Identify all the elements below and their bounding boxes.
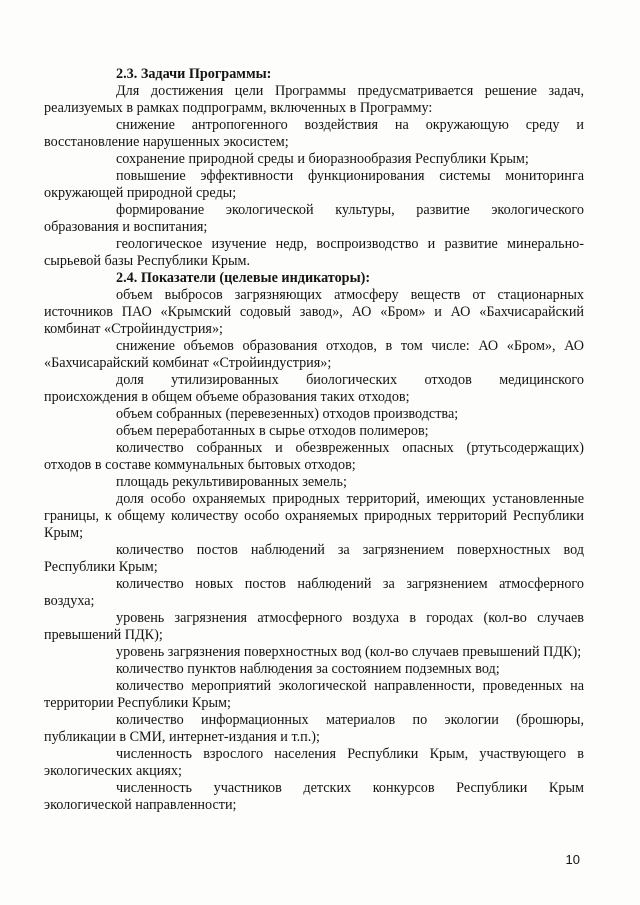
- tasks-intro: Для достижения цели Программы предусматривается решение задач, реализуемых в рамках подпрограмм, включенных в Программу:: [44, 83, 584, 116]
- indicator-item: количество собранных и обезвреженных опасных (ртутьсодержащих) отходов в составе коммунальных бытовых отходов;: [44, 440, 584, 473]
- indicator-item: уровень загрязнения поверхностных вод (кол-во случаев превышений ПДК);: [116, 644, 582, 660]
- task-item: повышение эффективности функционирования системы мониторинга окружающей природной среды;: [44, 168, 584, 201]
- indicator-item: объем переработанных в сырье отходов полимеров;: [116, 423, 429, 439]
- indicator-item: объем собранных (перевезенных) отходов производства;: [116, 406, 459, 422]
- indicator-item: количество постов наблюдений за загрязнением поверхностных вод Республики Крым;: [44, 542, 584, 575]
- indicator-item: численность взрослого населения Республики Крым, участвующего в экологических акциях;: [44, 746, 584, 779]
- indicator-item: площадь рекультивированных земель;: [116, 474, 347, 490]
- indicator-item: количество пунктов наблюдения за состоянием подземных вод;: [116, 661, 500, 677]
- task-item: сохранение природной среды и биоразнообразия Республики Крым;: [116, 151, 529, 167]
- section-2-3: [44, 66, 584, 270]
- task-item: снижение антропогенного воздействия на окружающую среду и восстановление нарушенных экосистем;: [44, 117, 584, 150]
- indicator-item: количество мероприятий экологической направленности, проведенных на территории Республики Крым;: [44, 678, 584, 711]
- task-item: формирование экологической культуры, развитие экологического образования и воспитания;: [44, 202, 584, 235]
- indicator-item: снижение объемов образования отходов, в том числе: АО «Бром», АО «Бахчисарайский комбинат «Стройиндустрия»;: [44, 338, 584, 371]
- indicator-item: доля особо охраняемых природных территорий, имеющих установленные границы, к общему количеству особо охраняемых природных территорий Республики Крым;: [44, 491, 584, 541]
- task-item: геологическое изучение недр, воспроизводство и развитие минерально-сырьевой базы Республики Крым.: [44, 236, 584, 269]
- section-heading-indicators: 2.4. Показатели (целевые индикаторы):: [116, 270, 371, 286]
- section-heading-tasks: 2.3. Задачи Программы:: [116, 66, 272, 82]
- indicator-item: численность участников детских конкурсов Республики Крым экологической направленности;: [44, 780, 584, 813]
- indicator-item: уровень загрязнения атмосферного воздуха в городах (кол-во случаев превышений ПДК);: [44, 610, 584, 643]
- indicator-item: объем выбросов загрязняющих атмосферу веществ от стационарных источников ПАО «Крымский содовый завод», АО «Бром» и АО «Бахчисарайский комбинат «Стройиндустрия»;: [44, 287, 584, 337]
- page-number: 10: [565, 852, 580, 867]
- section-2-4: [44, 270, 584, 814]
- indicator-item: количество информационных материалов по экологии (брошюры, публикации в СМИ, интернет-издания и т.п.);: [44, 712, 584, 745]
- indicator-item: доля утилизированных биологических отходов медицинского происхождения в общем объеме образования таких отходов;: [44, 372, 584, 405]
- indicator-item: количество новых постов наблюдений за загрязнением атмосферного воздуха;: [44, 576, 584, 609]
